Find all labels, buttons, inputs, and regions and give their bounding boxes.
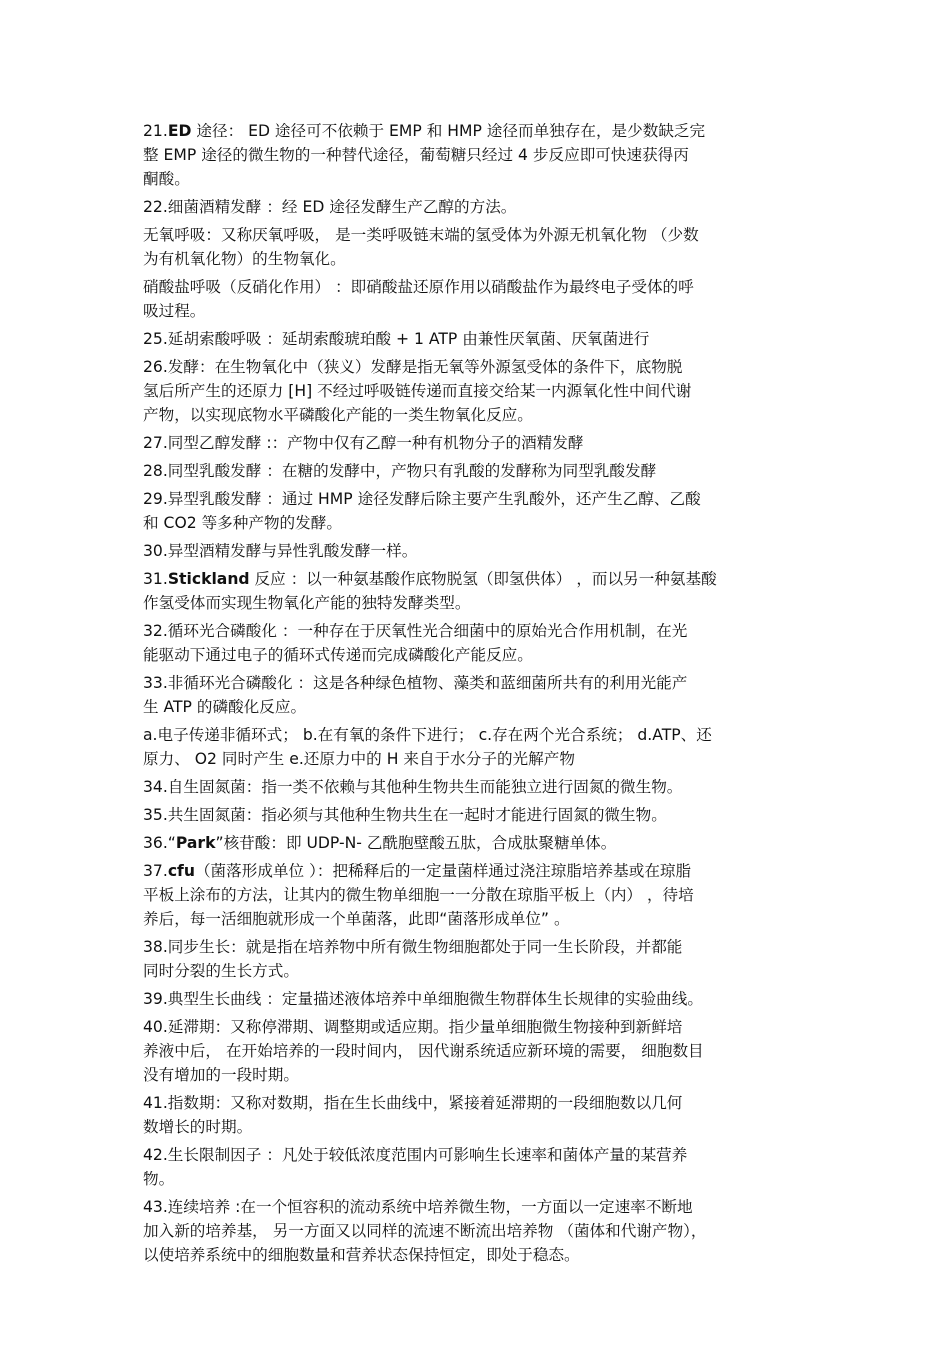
text-line: 32.循环光合磷酸化 ：一种存在于厌氧性光合细菌中的原始光合作用机制，在光 <box>143 622 688 640</box>
text-line: 34.自生固氮菌：指一类不依赖与其他种生物共生而能独立进行固氮的微生物。 <box>143 778 683 796</box>
text-line: 酮酸。 <box>143 170 190 188</box>
text-line: 以使培养系统中的细胞数量和营养状态保持恒定，即处于稳态。 <box>143 1246 580 1264</box>
text-line: 和 CO2 等多种产物的发酵。 <box>143 514 342 532</box>
text-line: 产物，以实现底物水平磷酸化产能的一类生物氧化反应。 <box>143 406 533 424</box>
paragraph <box>143 431 813 455</box>
text-line: 30.异型酒精发酵与异性乳酸发酵一样。 <box>143 542 418 560</box>
text-line: 硝酸盐呼吸（反硝化作用） ：即硝酸盐还原作用以硝酸盐作为最终电子受体的呼 <box>143 278 694 296</box>
paragraph <box>143 223 813 271</box>
text-line: 35.共生固氮菌：指必须与其他种生物共生在一起时才能进行固氮的微生物。 <box>143 806 667 824</box>
text-line: 22.细菌酒精发酵 ：经 ED 途径发酵生产乙醇的方法。 <box>143 198 517 216</box>
text-line: 养液中后， 在开始培养的一段时间内， 因代谢系统适应新环境的需要， 细胞数目 <box>143 1042 704 1060</box>
paragraph <box>143 195 813 219</box>
paragraph <box>143 487 813 535</box>
paragraph <box>143 1143 813 1191</box>
text-line: 28.同型乳酸发酵 ：在糖的发酵中，产物只有乳酸的发酵称为同型乳酸发酵 <box>143 462 657 480</box>
text-line: 氢后所产生的还原力 [H] 不经过呼吸链传递而直接交给某一内源氧化性中间代谢 <box>143 382 692 400</box>
text-line: 原力、 O2 同时产生 e.还原力中的 H 来自于水分子的光解产物 <box>143 750 575 768</box>
text-line: 26.发酵：在生物氧化中（狭义）发酵是指无氧等外源氢受体的条件下，底物脱 <box>143 358 683 376</box>
paragraph <box>143 619 813 667</box>
text-line: 38.同步生长：就是指在培养物中所有微生物细胞都处于同一生长阶段，并都能 <box>143 938 683 956</box>
text-line: 整 EMP 途径的微生物的一种替代途径，葡萄糖只经过 4 步反应即可快速获得丙 <box>143 146 689 164</box>
paragraph <box>143 355 813 427</box>
text-line: 养后，每一活细胞就形成一个单菌落，此即“菌落形成单位” 。 <box>143 910 570 928</box>
text-line: 42.生长限制因子 ：凡处于较低浓度范围内可影响生长速率和菌体产量的某营养 <box>143 1146 688 1164</box>
paragraph <box>143 859 813 931</box>
text-line: 生 ATP 的磷酸化反应。 <box>143 698 307 716</box>
text-line: 36.“Park”核苷酸：即 UDP-N- 乙酰胞壁酸五肽，合成肽聚糖单体。 <box>143 834 617 852</box>
text-line: 没有增加的一段时期。 <box>143 1066 299 1084</box>
paragraph <box>143 459 813 483</box>
paragraph <box>143 987 813 1011</box>
text-line: 物。 <box>143 1170 175 1188</box>
paragraph <box>143 567 813 615</box>
text-line: 21.ED 途径： ED 途径可不依赖于 EMP 和 HMP 途径而单独存在，是少数缺乏完 <box>143 122 706 140</box>
paragraph <box>143 775 813 799</box>
text-line: 25.延胡索酸呼吸 ：延胡索酸琥珀酸 + 1 ATP 由兼性厌氧菌、厌氧菌进行 <box>143 330 650 348</box>
paragraph <box>143 119 813 191</box>
text-line: 41.指数期：又称对数期，指在生长曲线中，紧接着延滞期的一段细胞数以几何 <box>143 1094 683 1112</box>
text-line: 33.非循环光合磷酸化 ：这是各种绿色植物、藻类和蓝细菌所共有的利用光能产 <box>143 674 688 692</box>
paragraph <box>143 539 813 563</box>
text-line: 31.Stickland 反应 ：以一种氨基酸作底物脱氢（即氢供体） ，而以另一种氨基酸 <box>143 570 717 588</box>
text-line: 39.典型生长曲线 ：定量描述液体培养中单细胞微生物群体生长规律的实验曲线。 <box>143 990 703 1008</box>
text-line: 作氢受体而实现生物氧化产能的独特发酵类型。 <box>143 594 471 612</box>
text-line: 43.连续培养 :在一个恒容积的流动系统中培养微生物，一方面以一定速率不断地 <box>143 1198 693 1216</box>
text-line: 能驱动下通过电子的循环式传递而完成磷酸化产能反应。 <box>143 646 533 664</box>
paragraph <box>143 803 813 827</box>
text-line: 无氧呼吸：又称厌氧呼吸， 是一类呼吸链末端的氢受体为外源无机氧化物 （少数 <box>143 226 699 244</box>
paragraph <box>143 671 813 719</box>
paragraph <box>143 1091 813 1139</box>
paragraph <box>143 1195 813 1267</box>
document-body <box>143 119 813 1271</box>
paragraph <box>143 275 813 323</box>
text-line: 平板上涂布的方法，让其内的微生物单细胞一一分散在琼脂平板上（内） ，待培 <box>143 886 694 904</box>
text-line: 27.同型乙醇发酵 :：产物中仅有乙醇一种有机物分子的酒精发酵 <box>143 434 584 452</box>
text-line: 29.异型乳酸发酵 ：通过 HMP 途径发酵后除主要产生乳酸外，还产生乙醇、乙酸 <box>143 490 701 508</box>
text-line: 加入新的培养基， 另一方面又以同样的流速不断流出培养物 （菌体和代谢产物）， <box>143 1222 707 1240</box>
text-line: 同时分裂的生长方式。 <box>143 962 299 980</box>
paragraph <box>143 327 813 351</box>
text-line: 37.cfu（菌落形成单位 ）：把稀释后的一定量菌样通过浇注琼脂培养基或在琼脂 <box>143 862 692 880</box>
text-line: 40.延滞期：又称停滞期、调整期或适应期。指少量单细胞微生物接种到新鲜培 <box>143 1018 683 1036</box>
text-line: 吸过程。 <box>143 302 206 320</box>
text-line: 数增长的时期。 <box>143 1118 253 1136</box>
paragraph <box>143 831 813 855</box>
paragraph <box>143 1015 813 1087</box>
paragraph <box>143 723 813 771</box>
paragraph <box>143 935 813 983</box>
text-line: 为有机氧化物）的生物氧化。 <box>143 250 346 268</box>
text-line: a.电子传递非循环式； b.在有氧的条件下进行； c.存在两个光合系统； d.ATP、还 <box>143 726 712 744</box>
